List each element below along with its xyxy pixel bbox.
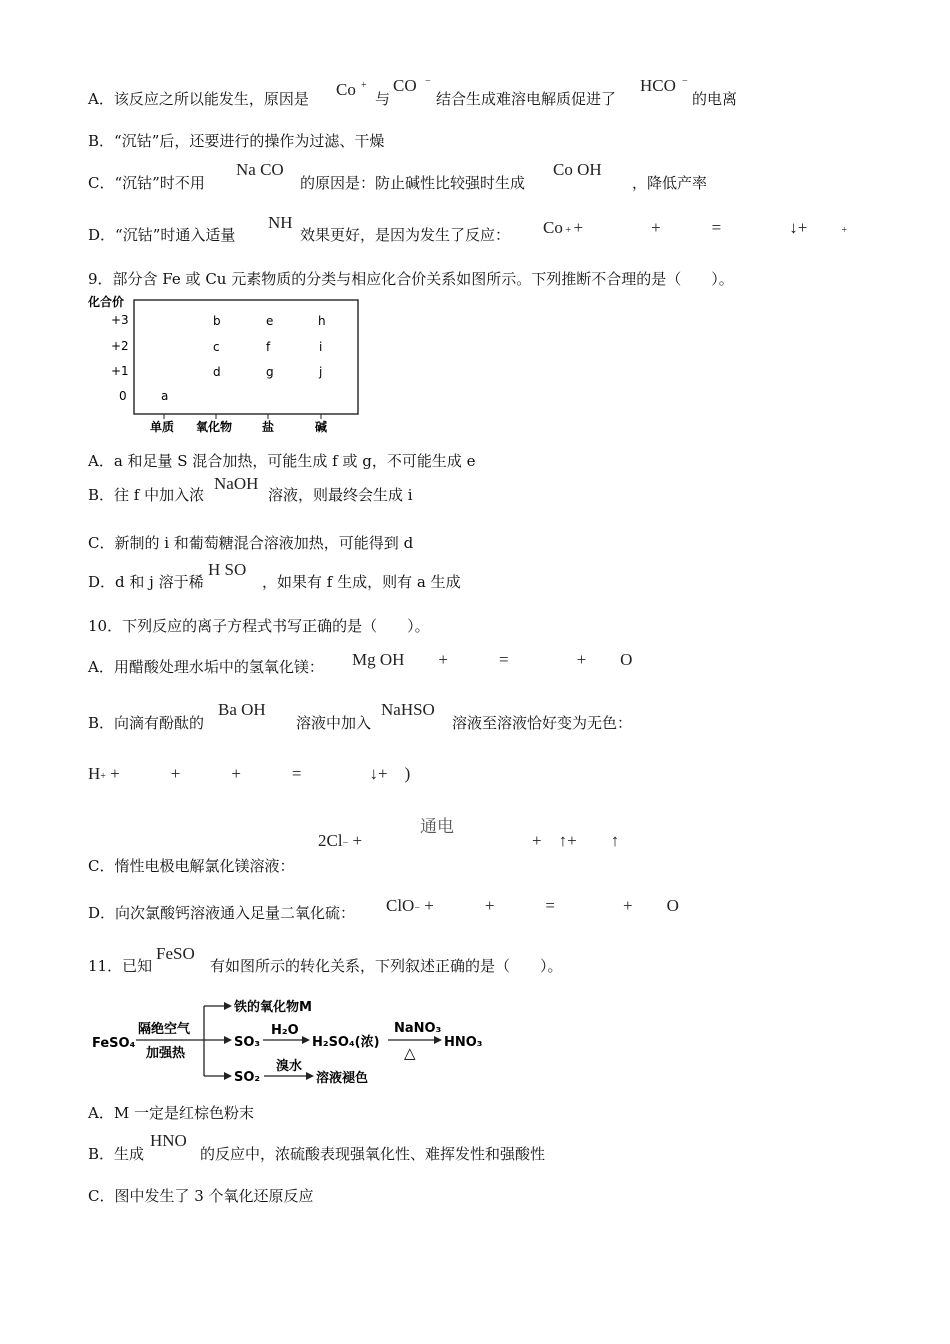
q10-option-c: C．惰性电极电解氯化镁溶液： (88, 857, 295, 875)
q10-b-eq-charge: + (100, 771, 106, 782)
q10-c-equation: 2Cl− + + ↑+ ↑ (318, 831, 620, 850)
q11-cond-top: 隔绝空气 (138, 1022, 191, 1037)
q10-d-eq-charge: − (414, 903, 420, 914)
q10-c-eq-cl: 2Cl (318, 831, 343, 850)
q9-b-end: 溶液，则最终会生成 i (268, 486, 413, 504)
q8-c-end: ，降低产率 (632, 174, 708, 192)
q9-option-c: C．新制的 i 和葡萄糖混合溶液加热，可能得到 d (88, 534, 414, 552)
q10-a-equation: Mg OH + = + O (352, 650, 633, 669)
q10-option-a: A．用醋酸处理水垢中的氢氧化镁： (88, 658, 324, 676)
q10-option-d: D．向次氯酸钙溶液通入足量二氧化硫： (88, 904, 356, 922)
q9-point-g: g (266, 365, 274, 379)
q11-branch-oxide: 铁的氧化物M (234, 1000, 312, 1015)
q9-point-h: h (318, 314, 326, 328)
q8-option-c: C．“沉钴”时不用 (88, 174, 205, 192)
q8-option-d: D．“沉钴”时通入适量 (88, 226, 236, 244)
q9-xcat-element: 单质 (150, 420, 175, 434)
q11-b-formula-hno3: HNO (150, 1131, 187, 1150)
q11-nano3: NaNO₃ (394, 1021, 442, 1036)
q11-option-c: C．图中发生了 3 个氧化还原反应 (88, 1187, 314, 1205)
q11-hno3: HNO₃ (444, 1035, 483, 1050)
q11-h2so4: H₂SO₄(浓) (312, 1035, 380, 1050)
q11-so2: SO₂ (234, 1070, 261, 1085)
q11-bromine: 溴水 (276, 1059, 303, 1074)
q10-stem: 10．下列反应的离子方程式书写正确的是（ ）。 (88, 617, 430, 635)
q9-point-i: i (319, 340, 323, 354)
q8-option-b: B．“沉钴”后，还要进行的操作为过滤、干燥 (88, 132, 385, 150)
q11-fade: 溶液褪色 (316, 1071, 369, 1086)
q11-cond-bottom: 加强热 (146, 1046, 186, 1061)
q9-d-end: ，如果有 f 生成，则有 a 生成 (262, 573, 461, 591)
q11-start-feso4: FeSO₄ (92, 1036, 136, 1051)
q9-xcat-base: 碱 (315, 420, 328, 434)
q10-b-mid: 溶液中加入 (296, 714, 372, 732)
q11-stem: 11．已知 (88, 957, 153, 975)
q8-c-formula-cooh: Co OH (553, 160, 602, 179)
q8-d-eq-co: Co (543, 218, 563, 237)
q11-option-b: B．生成 (88, 1145, 145, 1163)
q10-b-end: 溶液至溶液恰好变为无色： (452, 714, 633, 732)
q9-ytick-1: +1 (111, 364, 129, 378)
q11-so3: SO₃ (234, 1035, 261, 1050)
q9-point-f: f (266, 340, 271, 354)
q9-point-e: e (266, 314, 274, 328)
q10-a-mgoh: Mg OH (352, 650, 405, 669)
q8-a-formula-co: Co (336, 80, 356, 99)
q11-option-a: A．M 一定是红棕色粉末 (88, 1104, 254, 1122)
q10-d-eq-clo: ClO (386, 896, 415, 915)
q8-a-and: 与 (375, 90, 391, 108)
q10-b-eq-h: H (88, 764, 101, 783)
q11-b-end: 的反应中，浓硫酸表现强氧化性、难挥发性和强酸性 (200, 1145, 546, 1163)
q9-d-formula-h2so4: H SO (208, 560, 247, 579)
q10-b-formula-baoh: Ba OH (218, 700, 266, 719)
q9-point-d: d (213, 365, 221, 379)
q9-point-a: a (161, 389, 169, 403)
q8-d-equation: Co + + + = ↓+ + (543, 218, 847, 237)
q8-c-mid: 的原因是：防止碱性比较强时生成 (300, 174, 526, 192)
q10-b-formula-nahso4: NaHSO (381, 700, 435, 719)
q9-xcat-oxide: 氧化物 (196, 420, 233, 434)
q9-option-d: D．d 和 j 溶于稀 (88, 573, 204, 591)
q9-option-a: A．a 和足量 S 混合加热，可能生成 f 或 g，不可能生成 e (88, 452, 476, 470)
q8-a-formula-hco3: HCO (640, 76, 676, 95)
q8-c-formula-na2co3: Na CO (236, 160, 284, 179)
q9-b-formula-naoh: NaOH (214, 474, 259, 493)
q8-a-formula-co3: CO (393, 76, 417, 95)
q8-a-charge3: − (682, 76, 688, 87)
q8-d-eq-tail: + (841, 225, 847, 236)
q9-ytick-0: 0 (119, 389, 127, 403)
q9-point-b: b (213, 314, 221, 328)
q8-a-mid: 结合生成难溶电解质促进了 (436, 90, 617, 108)
q9-xcat-salt: 盐 (262, 420, 275, 434)
q9-stem: 9．部分含 Fe 或 Cu 元素物质的分类与相应化合价关系如图所示。下列推断不合理的是（ ）。 (88, 270, 734, 288)
q9-chart-ylabel: 化合价 (88, 295, 125, 309)
q10-c-condition: 通电 (420, 817, 454, 836)
q8-a-charge: + (361, 80, 367, 91)
q10-option-b: B．向滴有酚酞的 (88, 714, 205, 732)
q9-option-b: B．往 f 中加入浓 (88, 486, 205, 504)
q11-conversion-diagram (86, 990, 506, 1090)
q9-ytick-3: +3 (111, 313, 129, 327)
q9-point-c: c (213, 340, 220, 354)
q11-formula-feso4: FeSO (156, 944, 195, 963)
q9-ytick-2: +2 (111, 339, 129, 353)
q10-c-eq-charge: − (342, 838, 349, 849)
q11-stem-end: 有如图所示的转化关系，下列叙述正确的是（ ）。 (210, 957, 563, 975)
q8-a-end: 的电离 (692, 90, 738, 108)
q8-d-mid: 效果更好，是因为发生了反应： (300, 226, 511, 244)
q9-point-j: j (319, 365, 323, 379)
q11-h2o: H₂O (271, 1023, 299, 1038)
q8-a-charge2: − (425, 76, 431, 87)
q9-valence-chart (86, 292, 366, 437)
q8-d-formula-nh3: NH (268, 213, 293, 232)
q10-b-equation: H+ + + + = ↓+ ) (88, 764, 411, 783)
q8-d-eq-charge: + (562, 225, 574, 236)
q10-d-equation: ClO− + + = + O (386, 896, 679, 915)
q8-option-a: A．该反应之所以能发生，原因是 (88, 90, 309, 108)
q11-delta: △ (404, 1044, 416, 1062)
